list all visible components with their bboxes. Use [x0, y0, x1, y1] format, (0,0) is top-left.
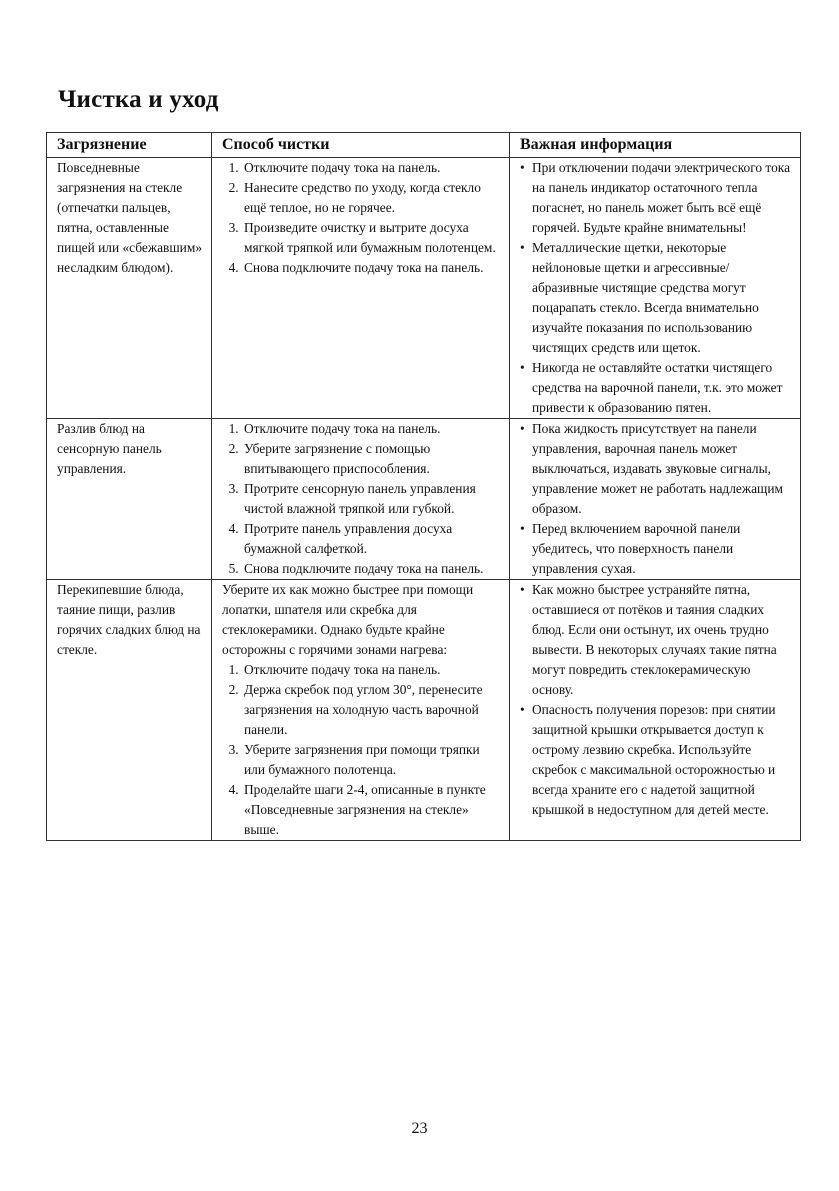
steps-list	[222, 158, 503, 278]
soil-cell: Перекипевшие блюда, таяние пищи, разлив горячих сладких блюд на стекле.	[47, 580, 212, 841]
info-cell	[510, 580, 801, 841]
step-item: 3. Уберите загрязнения при помощи тряпки или бумажного полотенца.	[242, 740, 503, 780]
step-item: 4. Проделайте шаги 2-4, описанные в пункте «Повседневные загрязнения на стекле» выше.	[242, 780, 503, 840]
info-cell	[510, 158, 801, 419]
step-item: 2. Нанесите средство по уходу, когда стекло ещё теплое, но не горячее.	[242, 178, 503, 218]
table-row	[47, 580, 801, 841]
table-header-row	[47, 133, 801, 158]
step-item: 1. Отключите подачу тока на панель.	[242, 158, 503, 178]
note-item: • Перед включением варочной панели убедитесь, что поверхность панели управления сухая.	[532, 519, 794, 579]
header-info: Важная информация	[510, 133, 801, 158]
step-item: 4. Снова подключите подачу тока на панель.	[242, 258, 503, 278]
steps-list	[222, 660, 503, 840]
cleaning-table	[46, 132, 801, 841]
step-item: 5. Снова подключите подачу тока на панель.	[242, 559, 503, 579]
note-item: • Пока жидкость присутствует на панели управления, варочная панель может выключаться, издавать звуковые сигналы, управление может не работать надлежащим образом.	[532, 419, 794, 519]
note-item: • При отключении подачи электрического тока на панель индикатор остаточного тепла погаснет, но панель может быть всё ещё горячей. Будьте крайне внимательны!	[532, 158, 794, 238]
step-item: 1. Отключите подачу тока на панель.	[242, 419, 503, 439]
notes-list	[520, 419, 794, 579]
note-item: • Опасность получения порезов: при снятии защитной крышки открывается доступ к острому лезвию скребка. Используйте скребок с максимальной осторожностью и всегда храните его с надетой защитной крышкой в недоступном для детей месте.	[532, 700, 794, 820]
step-item: 4. Протрите панель управления досуха бумажной салфеткой.	[242, 519, 503, 559]
soil-cell: Разлив блюд на сенсорную панель управления.	[47, 419, 212, 580]
notes-list	[520, 580, 794, 820]
method-intro: Уберите их как можно быстрее при помощи лопатки, шпателя или скребка для стеклокерамики. Однако будьте крайне осторожны с горячими зонами нагрева:	[222, 582, 474, 657]
method-cell	[212, 580, 510, 841]
method-cell	[212, 419, 510, 580]
note-item: • Как можно быстрее устраняйте пятна, оставшиеся от потёков и таяния сладких блюд. Если они остынут, их очень трудно вывести. В некоторых случаях такие пятна могут повредить стеклокерамическую основу.	[532, 580, 794, 700]
page-title: Чистка и уход	[58, 86, 219, 113]
step-item: 3. Протрите сенсорную панель управления чистой влажной тряпкой или губкой.	[242, 479, 503, 519]
step-item: 3. Произведите очистку и вытрите досуха мягкой тряпкой или бумажным полотенцем.	[242, 218, 503, 258]
step-item: 2. Уберите загрязнение с помощью впитывающего приспособления.	[242, 439, 503, 479]
table-row	[47, 158, 801, 419]
step-item: 2. Держа скребок под углом 30°, перенесите загрязнения на холодную часть варочной панели.	[242, 680, 503, 740]
method-cell	[212, 158, 510, 419]
table-row	[47, 419, 801, 580]
soil-cell: Повседневные загрязнения на стекле (отпечатки пальцев, пятна, оставленные пищей или «сбежавшим» несладким блюдом).	[47, 158, 212, 419]
notes-list	[520, 158, 794, 418]
page-number: 23	[411, 1120, 428, 1137]
header-soil: Загрязнение	[47, 133, 212, 158]
note-item: • Металлические щетки, некоторые нейлоновые щетки и агрессивные/абразивные чистящие средства могут поцарапать стекло. Всегда внимательно изучайте показания по использованию чистящих средств или щеток.	[532, 238, 794, 358]
steps-list	[222, 419, 503, 579]
step-item: 1. Отключите подачу тока на панель.	[242, 660, 503, 680]
info-cell	[510, 419, 801, 580]
header-method: Способ чистки	[212, 133, 510, 158]
note-item: • Никогда не оставляйте остатки чистящего средства на варочной панели, т.к. это может привести к образованию пятен.	[532, 358, 794, 418]
